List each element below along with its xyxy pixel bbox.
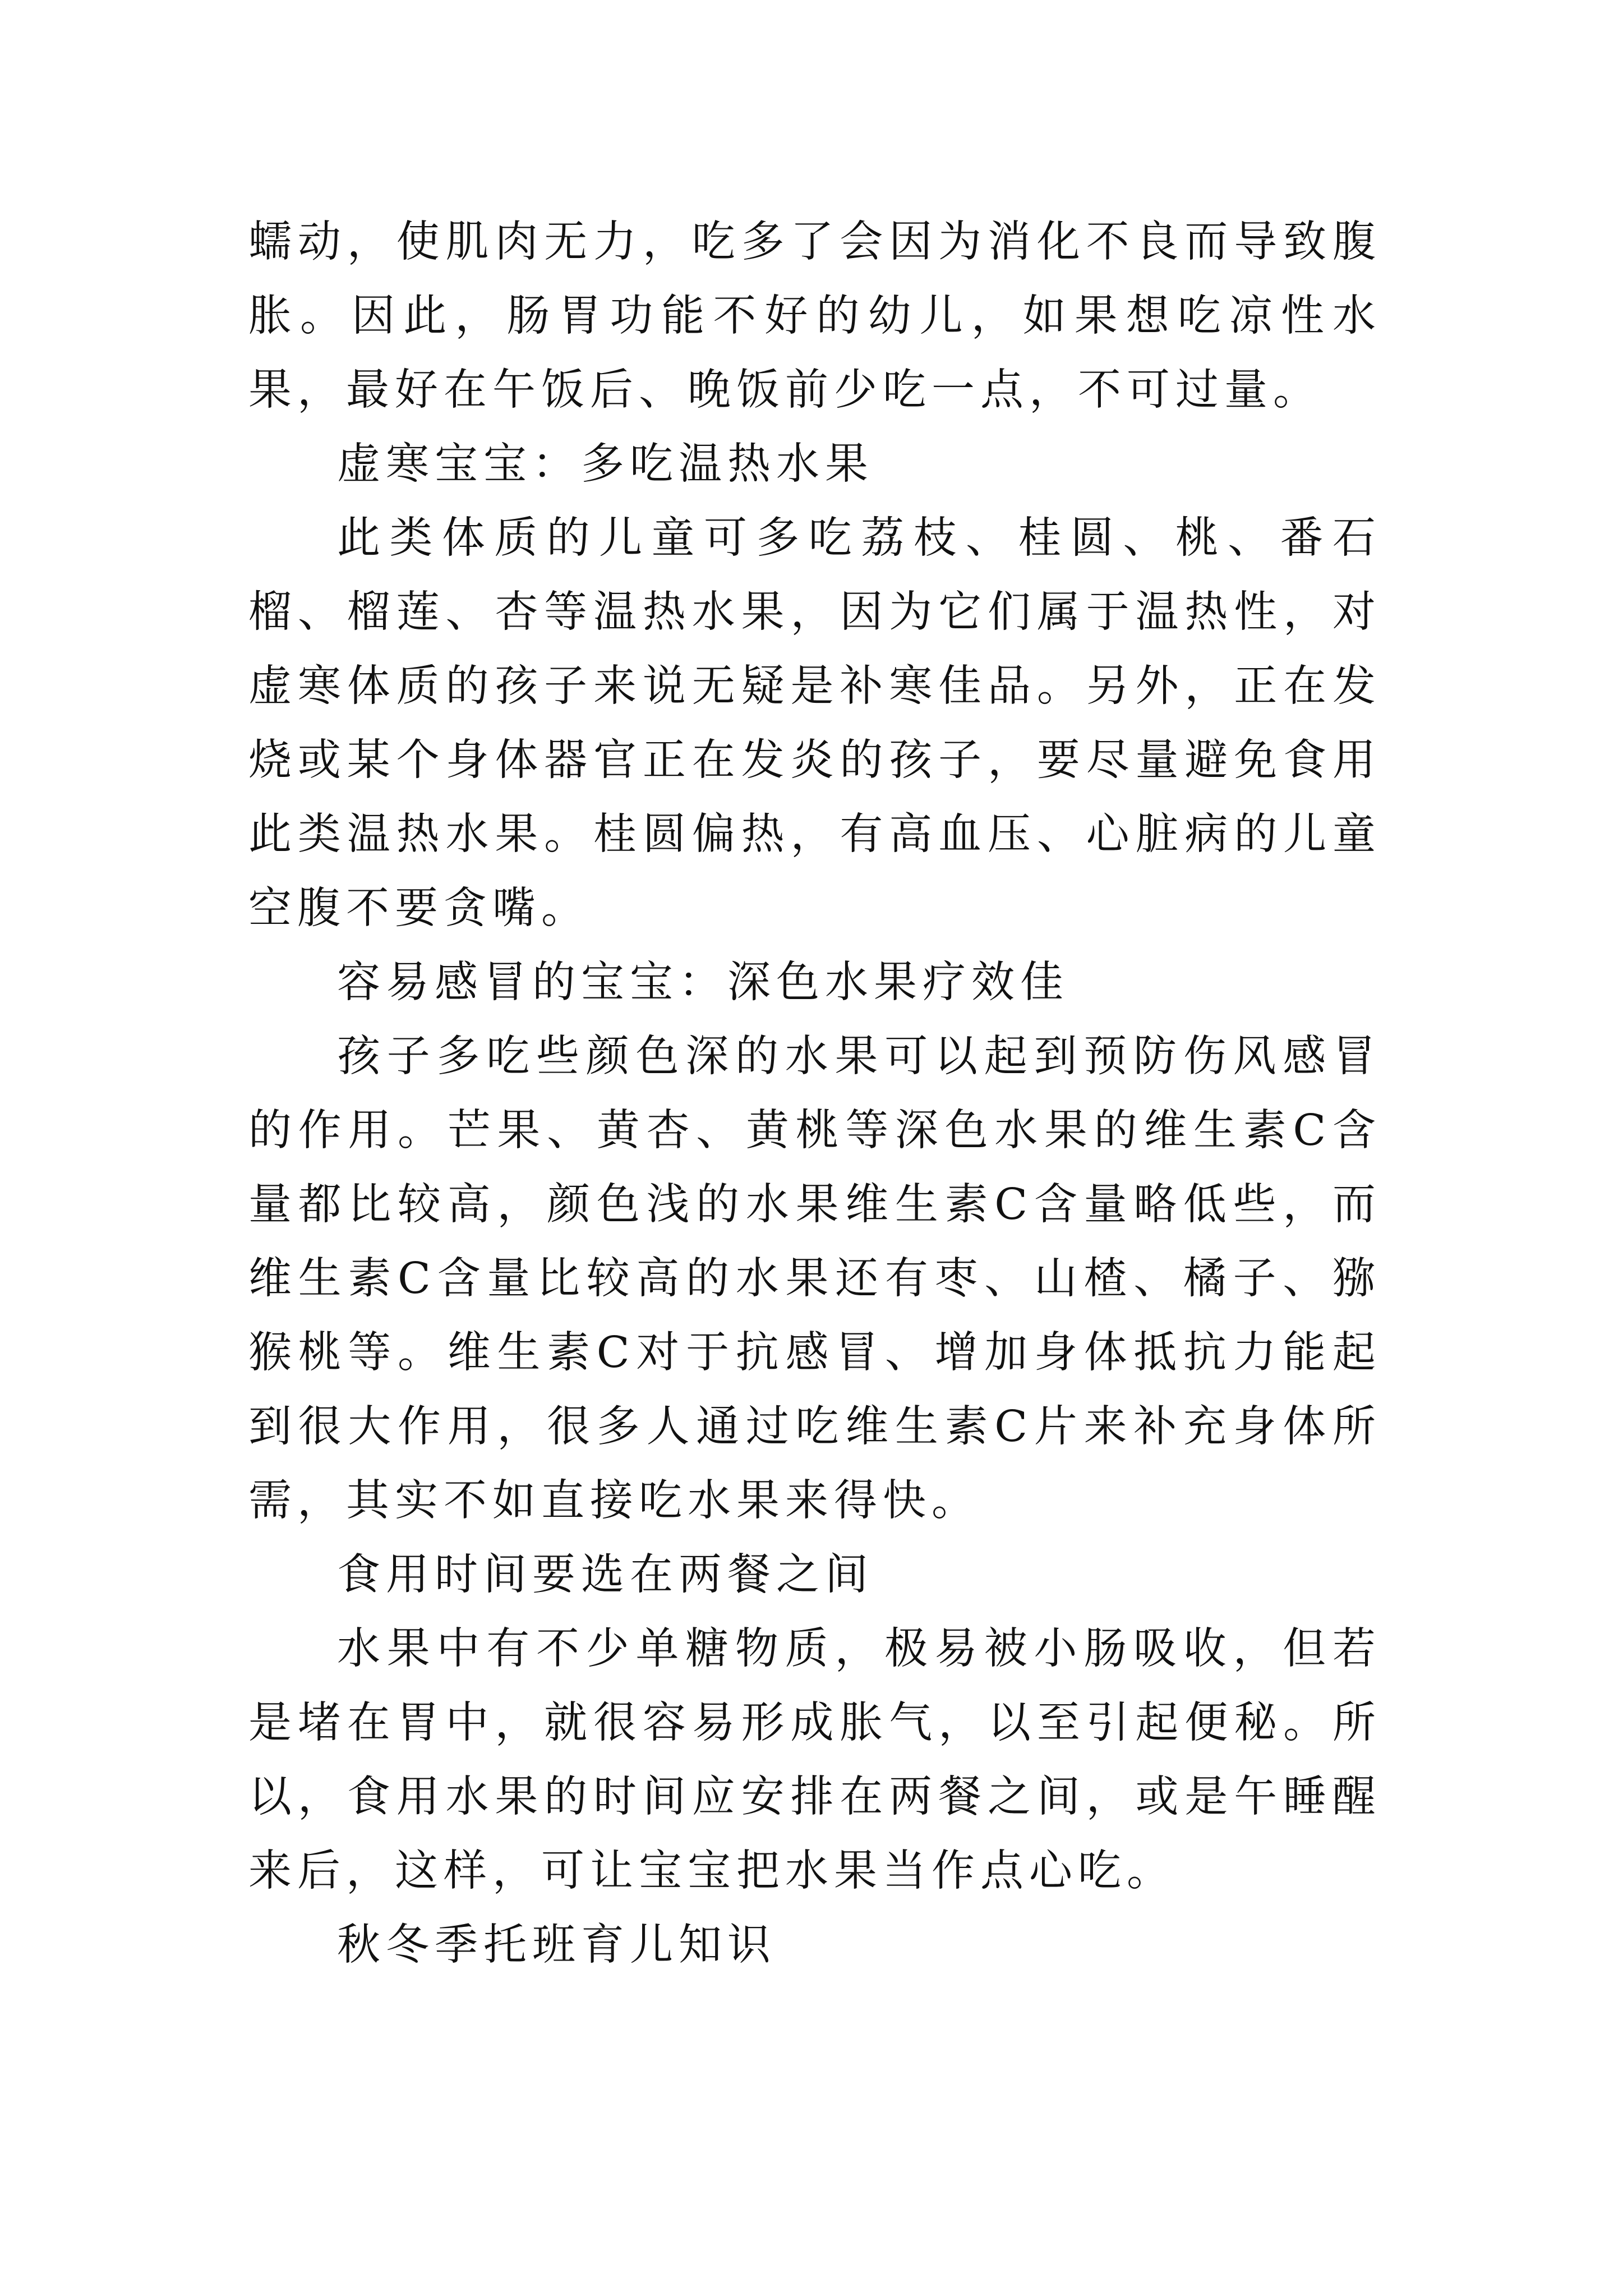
section-heading-deficient-cold: 虚寒宝宝：多吃温热水果 — [337, 439, 874, 489]
paragraph-warm-fruits: 此类体质的儿童可多吃荔枝、桂圆、桃、番石榴、榴莲、杏等温热水果，因为它们属于温热性，对虚寒体质的孩子来说无疑是补寒佳品。另外，正在发烧或某个身体器官正在发炎的孩子，要尽量避免食用此类温热水果。桂圆偏热，有高血压、心脏病的儿童空腹不要贪嘴。 — [248, 513, 1381, 933]
document-body — [248, 205, 1381, 1982]
section-heading-cold-prone: 容易感冒的宝宝：深色水果疗效佳 — [337, 958, 1069, 1007]
paragraph-continuation: 蠕动，使肌肉无力，吃多了会因为消化不良而导致腹胀。因此，肠胃功能不好的幼儿，如果想吃凉性水果，最好在午饭后、晚饭前少吃一点，不可过量。 — [248, 217, 1381, 415]
section-heading-eating-time: 食用时间要选在两餐之间 — [337, 1550, 874, 1600]
section-heading-autumn-winter: 秋冬季托班育儿知识 — [337, 1920, 776, 1970]
paragraph-dark-fruits: 孩子多吃些颜色深的水果可以起到预防伤风感冒的作用。芒果、黄杏、黄桃等深色水果的维生素C含量都比较高，颜色浅的水果维生素C含量略低些，而维生素C含量比较高的水果还有枣、山楂、橘子、猕猴桃等。维生素C对于抗感冒、增加身体抵抗力能起到很大作用，很多人通过吃维生素C片来补充身体所需，其实不如直接吃水果来得快。 — [248, 1032, 1381, 1526]
paragraph-eating-time: 水果中有不少单糖物质，极易被小肠吸收，但若是堵在胃中，就很容易形成胀气，以至引起便秘。所以，食用水果的时间应安排在两餐之间，或是午睡醒来后，这样，可让宝宝把水果当作点心吃。 — [248, 1624, 1381, 1896]
